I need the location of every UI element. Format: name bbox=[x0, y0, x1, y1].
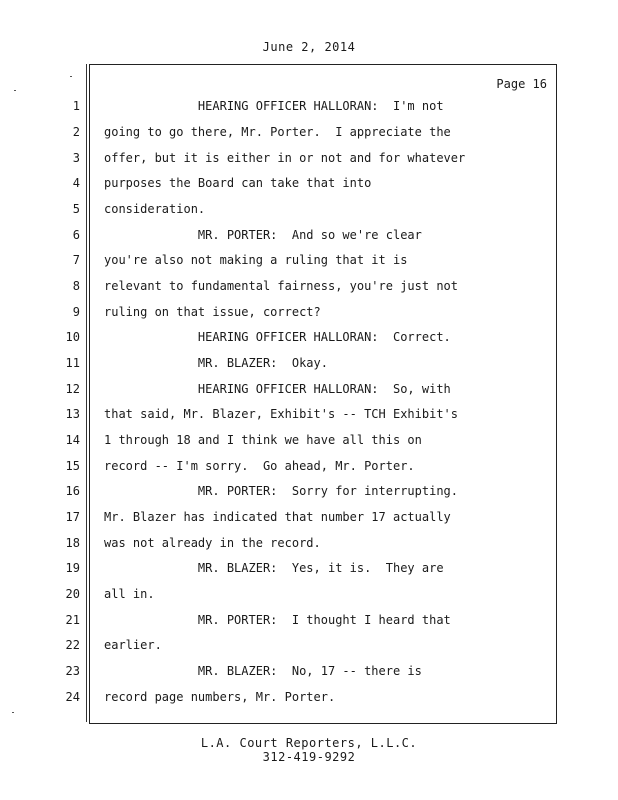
line-text: that said, Mr. Blazer, Exhibit's -- TCH Exhibit's bbox=[104, 407, 459, 421]
transcript-line bbox=[0, 250, 618, 270]
line-number: 3 bbox=[72, 151, 80, 165]
scan-speck bbox=[14, 90, 16, 91]
line-text: Mr. Blazer has indicated that number 17 actually bbox=[104, 510, 451, 524]
page-number-label: Page 16 bbox=[496, 77, 547, 91]
line-number: 5 bbox=[72, 202, 80, 216]
line-number: 13 bbox=[65, 407, 80, 421]
transcript-line bbox=[0, 533, 618, 553]
transcript-line bbox=[0, 379, 618, 399]
line-number: 20 bbox=[65, 587, 80, 601]
transcript-line bbox=[0, 302, 618, 322]
transcript-line bbox=[0, 430, 618, 450]
line-text: record page numbers, Mr. Porter. bbox=[104, 690, 336, 704]
line-number: 23 bbox=[65, 664, 80, 678]
transcript-line bbox=[0, 481, 618, 501]
line-number: 14 bbox=[65, 433, 80, 447]
line-number: 11 bbox=[65, 356, 80, 370]
line-text: consideration. bbox=[104, 202, 206, 216]
transcript-line bbox=[0, 148, 618, 168]
line-text: ruling on that issue, correct? bbox=[104, 305, 321, 319]
line-number: 24 bbox=[65, 690, 80, 704]
transcript-line bbox=[0, 173, 618, 193]
transcript-line bbox=[0, 122, 618, 142]
transcript-line bbox=[0, 327, 618, 347]
line-text: record -- I'm sorry. Go ahead, Mr. Porter. bbox=[104, 459, 415, 473]
transcript-line bbox=[0, 199, 618, 219]
line-number: 2 bbox=[72, 125, 80, 139]
header-date: June 2, 2014 bbox=[262, 40, 356, 54]
line-number: 17 bbox=[65, 510, 80, 524]
line-text: HEARING OFFICER HALLORAN: So, with bbox=[104, 382, 451, 396]
transcript-line bbox=[0, 661, 618, 681]
line-text: MR. BLAZER: No, 17 -- there is bbox=[104, 664, 422, 678]
line-text: all in. bbox=[104, 587, 155, 601]
transcript-line bbox=[0, 404, 618, 424]
line-number: 10 bbox=[65, 330, 80, 344]
line-number: 16 bbox=[65, 484, 80, 498]
line-text: MR. BLAZER: Yes, it is. They are bbox=[104, 561, 444, 575]
transcript-line bbox=[0, 507, 618, 527]
line-number: 21 bbox=[65, 613, 80, 627]
footer-company: L.A. Court Reporters, L.L.C. bbox=[200, 736, 418, 750]
transcript-line bbox=[0, 635, 618, 655]
line-text: going to go there, Mr. Porter. I appreciate the bbox=[104, 125, 451, 139]
line-number: 1 bbox=[72, 99, 80, 113]
scan-speck bbox=[70, 76, 72, 77]
line-text: purposes the Board can take that into bbox=[104, 176, 372, 190]
line-text: MR. BLAZER: Okay. bbox=[104, 356, 328, 370]
line-number: 19 bbox=[65, 561, 80, 575]
scan-speck bbox=[12, 712, 14, 713]
transcript-line bbox=[0, 610, 618, 630]
transcript-line bbox=[0, 353, 618, 373]
line-text: MR. PORTER: Sorry for interrupting. bbox=[104, 484, 459, 498]
line-number: 8 bbox=[72, 279, 80, 293]
transcript-line bbox=[0, 96, 618, 116]
line-number: 22 bbox=[65, 638, 80, 652]
line-text: MR. PORTER: And so we're clear bbox=[104, 228, 422, 242]
line-text: relevant to fundamental fairness, you're just not bbox=[104, 279, 459, 293]
transcript-line bbox=[0, 687, 618, 707]
line-text: HEARING OFFICER HALLORAN: I'm not bbox=[104, 99, 444, 113]
transcript-line bbox=[0, 456, 618, 476]
transcript-line bbox=[0, 558, 618, 578]
line-text: was not already in the record. bbox=[104, 536, 321, 550]
line-text: you're also not making a ruling that it is bbox=[104, 253, 408, 267]
line-text: earlier. bbox=[104, 638, 162, 652]
transcript-line bbox=[0, 276, 618, 296]
line-number: 12 bbox=[65, 382, 80, 396]
line-number: 7 bbox=[72, 253, 80, 267]
line-number: 18 bbox=[65, 536, 80, 550]
line-number: 9 bbox=[72, 305, 80, 319]
footer-phone: 312-419-9292 bbox=[262, 750, 356, 764]
line-text: offer, but it is either in or not and for whatever bbox=[104, 151, 466, 165]
line-number: 4 bbox=[72, 176, 80, 190]
transcript-line bbox=[0, 225, 618, 245]
line-number: 15 bbox=[65, 459, 80, 473]
line-text: 1 through 18 and I think we have all this on bbox=[104, 433, 422, 447]
line-text: MR. PORTER: I thought I heard that bbox=[104, 613, 451, 627]
line-number: 6 bbox=[72, 228, 80, 242]
transcript-line bbox=[0, 584, 618, 604]
line-text: HEARING OFFICER HALLORAN: Correct. bbox=[104, 330, 451, 344]
